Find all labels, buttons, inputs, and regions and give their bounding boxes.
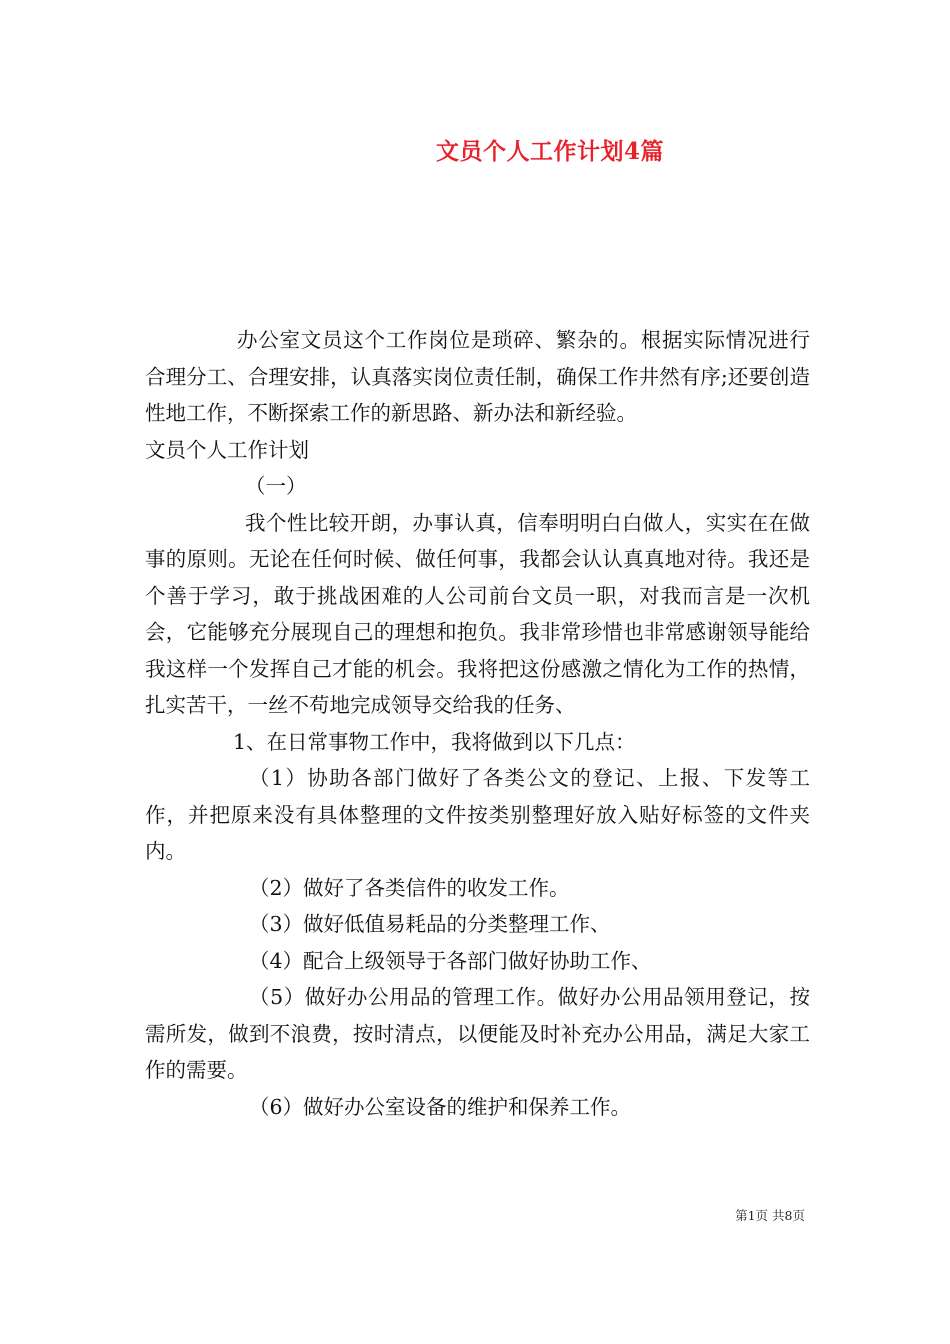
list-item-5: （5）做好办公用品的管理工作。做好办公用品领用登记，按需所发，做到不浪费，按时清点，以便能及时补充办公用品，满足大家工作的需要。 bbox=[145, 985, 810, 1082]
list-item-2: （2）做好了各类信件的收发工作。 bbox=[249, 875, 570, 900]
section-number: （一） bbox=[245, 474, 307, 498]
list-heading: 1、在日常事物工作中，我将做到以下几点： bbox=[233, 729, 636, 754]
page-number: 第1页 共8页 bbox=[735, 1208, 805, 1223]
list-item-4: （4）配合上级领导于各部门做好协助工作、 bbox=[249, 948, 652, 973]
page-title: 文员个人工作计划4篇 bbox=[435, 138, 664, 165]
paragraph-self-intro: 我个性比较开朗，办事认真，信奉明明白白做人，实实在在做事的原则。无论在任何时候、做任何事，我都会认认真真地对待。我还是个善于学习，敢于挑战困难的人公司前台文员一职，对我而言是一次机会，它能够充分展现自己的理想和抱负。我非常珍惜也非常感谢领导能给我这样一个发挥自己才能的机会。我将把这份感激之情化为工作的热情，扎实苦干，一丝不苟地完成领导交给我的任务、 bbox=[145, 510, 810, 717]
paragraph-intro: 办公室文员这个工作岗位是琐碎、繁杂的。根据实际情况进行合理分工、合理安排，认真落实岗位责任制，确保工作井然有序;还要创造性地工作，不断探索工作的新思路、新办法和新经验。 bbox=[145, 328, 810, 425]
document-body bbox=[145, 322, 810, 1125]
list-item-3: （3）做好低值易耗品的分类整理工作、 bbox=[249, 912, 611, 936]
list-item-6: （6）做好办公室设备的维护和保养工作。 bbox=[249, 1094, 632, 1119]
list-item-1: （1）协助各部门做好了各类公文的登记、上报、下发等工作，并把原来没有具体整理的文件按类别整理好放入贴好标签的文件夹内。 bbox=[145, 766, 810, 863]
section-heading: 文员个人工作计划 bbox=[145, 437, 309, 462]
